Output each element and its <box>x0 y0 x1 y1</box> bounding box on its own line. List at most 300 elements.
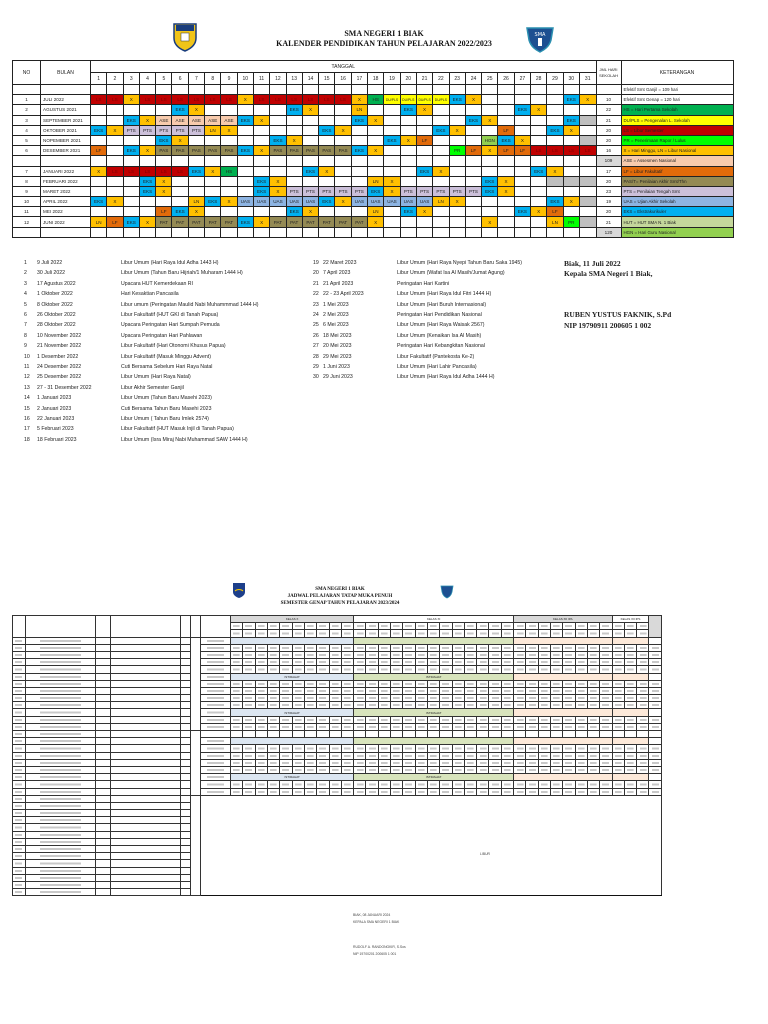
lesson-cell <box>292 687 304 694</box>
hours <box>181 853 191 860</box>
lesson-cell <box>378 651 390 658</box>
day-cell <box>107 135 123 145</box>
lesson-cell <box>575 695 587 702</box>
day-cell <box>465 85 481 95</box>
day-cell <box>563 156 579 166</box>
holiday-description: Libur Umum (Tahun Baru Hijriah/1 Muharam 1444 H) <box>121 270 243 277</box>
lesson-cell <box>341 766 353 773</box>
day-cell <box>91 135 107 145</box>
lesson-cell <box>292 745 304 752</box>
lesson-cell <box>292 781 304 788</box>
day-cell <box>498 115 514 125</box>
calendar-title: KALENDER PENDIDIKAN TAHUN PELAJARAN 2022/2023 <box>276 39 492 48</box>
lesson-cell <box>538 752 550 759</box>
holiday-date: 10 November 2022 <box>37 332 82 339</box>
lesson-cell <box>452 666 464 673</box>
lesson-cell <box>329 723 341 730</box>
day-cell: EKS <box>253 186 269 196</box>
lesson-cell <box>526 680 538 687</box>
subject-code <box>96 810 111 817</box>
lesson-cell <box>600 687 612 694</box>
lesson-cell <box>637 644 649 651</box>
day-cell: EKS <box>139 186 155 196</box>
lesson-cell <box>255 766 267 773</box>
lesson-cell <box>415 651 427 658</box>
subject-name <box>111 695 181 702</box>
day-cell <box>286 125 302 135</box>
month-name: AGUSTUS 2021 <box>41 105 91 115</box>
day-cell: UAS <box>302 197 318 207</box>
lesson-cell <box>366 695 378 702</box>
day-cell: EKS <box>188 166 204 176</box>
lesson-cell <box>292 716 304 723</box>
schedule-left-header <box>191 616 201 638</box>
day-number: 19 <box>384 73 400 85</box>
month-number <box>13 227 41 237</box>
day-cell: PTS <box>465 186 481 196</box>
lesson-cell <box>280 752 292 759</box>
lesson-cell <box>624 788 636 795</box>
schedule-left-header <box>111 616 181 638</box>
hours <box>181 695 191 702</box>
class-label-cell <box>231 623 243 630</box>
day-cell <box>205 135 221 145</box>
schedule-code-header <box>649 616 662 638</box>
schedule-subtitle: SEMESTER GENAP TAHUN PELAJARAN 2023/2024 <box>280 601 400 606</box>
day-cell: X <box>416 207 432 217</box>
holiday-date: 26 Oktober 2022 <box>37 312 76 318</box>
day-cell <box>123 176 139 186</box>
day-cell <box>237 227 253 237</box>
lesson-cell <box>403 788 415 795</box>
lesson-cell <box>255 659 267 666</box>
lesson-cell <box>600 716 612 723</box>
break-band: ISTIRAHAT <box>354 673 514 680</box>
day-cell: DU/PLS <box>416 95 432 105</box>
teacher-code <box>13 802 26 809</box>
header-bulan: BULAN <box>41 61 91 85</box>
day-number: 25 <box>482 73 498 85</box>
teacher-code <box>13 659 26 666</box>
holiday-description: Upacara Peringatan Hari Pahlawan <box>121 332 203 339</box>
day-cell <box>302 115 318 125</box>
day-cell: PAS <box>221 146 237 156</box>
day-cell <box>351 176 367 186</box>
day-cell <box>563 85 579 95</box>
lesson-cell <box>612 723 624 730</box>
class-label-cell <box>600 630 612 637</box>
subject-name <box>111 810 181 817</box>
subject-name <box>111 881 181 888</box>
signature-date: Biak, 11 Juli 2022 <box>564 259 621 268</box>
day-cell <box>107 176 123 186</box>
lesson-cell <box>587 659 599 666</box>
lesson-cell <box>624 731 636 738</box>
lesson-cell <box>415 731 427 738</box>
lesson-cell <box>378 702 390 709</box>
day-cell: LN <box>433 197 449 207</box>
day-cell <box>139 207 155 217</box>
month-name: APRIL 2022 <box>41 197 91 207</box>
teacher-code <box>13 788 26 795</box>
class-label-cell <box>624 630 636 637</box>
holiday-description: Libur Umum (Hari Raya Natal) <box>121 374 191 381</box>
day-cell: EKS <box>368 186 384 196</box>
lesson-cell <box>415 666 427 673</box>
opening-band <box>612 637 649 644</box>
lesson-cell <box>600 702 612 709</box>
hours <box>181 752 191 759</box>
class-label-cell <box>452 630 464 637</box>
subject-code <box>96 709 111 716</box>
day-cell <box>547 115 563 125</box>
lesson-cell <box>477 695 489 702</box>
lesson-cell <box>477 759 489 766</box>
lesson-cell <box>378 716 390 723</box>
day-cell: X <box>302 207 318 217</box>
day-cell: PAT <box>188 217 204 227</box>
day-cell <box>221 207 237 217</box>
teacher-code <box>13 881 26 888</box>
holiday-date: 1 Juni 2023 <box>323 364 350 370</box>
class-label-cell <box>440 623 452 630</box>
day-number: 30 <box>563 73 579 85</box>
lesson-cell <box>391 666 403 673</box>
lesson-cell <box>452 659 464 666</box>
day-cell: X <box>400 135 416 145</box>
day-cell <box>514 115 530 125</box>
schedule-row <box>13 695 662 702</box>
hours <box>181 702 191 709</box>
lesson-cell <box>268 781 280 788</box>
lesson-cell <box>231 723 243 730</box>
day-cell: EKS <box>433 125 449 135</box>
day-cell <box>286 115 302 125</box>
lesson-cell <box>231 702 243 709</box>
subject-name <box>111 673 181 680</box>
legend-entry: ASE = Assesmen Nasional <box>621 156 733 166</box>
lesson-cell <box>268 687 280 694</box>
lesson-cell <box>280 680 292 687</box>
day-cell: UAS <box>270 197 286 207</box>
day-cell: LS <box>335 95 351 105</box>
lesson-cell <box>464 788 476 795</box>
lesson-cell <box>231 687 243 694</box>
lesson-cell <box>231 759 243 766</box>
lesson-cell <box>514 731 526 738</box>
day-cell <box>156 227 172 237</box>
day-cell: X <box>514 135 530 145</box>
lesson-cell <box>501 745 513 752</box>
day-cell: PAT <box>270 217 286 227</box>
lesson-cell <box>304 659 316 666</box>
day-cell: EKS <box>172 105 188 115</box>
lesson-cell <box>354 695 366 702</box>
lesson-cell <box>317 644 329 651</box>
day-cell: X <box>319 166 335 176</box>
lesson-cell <box>612 716 624 723</box>
lesson-cell <box>255 680 267 687</box>
lesson-cell <box>501 752 513 759</box>
lesson-cell <box>280 723 292 730</box>
day-cell <box>416 227 432 237</box>
lesson-cell <box>268 666 280 673</box>
lesson-cell <box>354 759 366 766</box>
lesson-cell <box>501 666 513 673</box>
lesson-cell <box>575 731 587 738</box>
hours <box>181 716 191 723</box>
lesson-cell <box>489 695 501 702</box>
subject-name <box>111 867 181 874</box>
day-cell <box>205 176 221 186</box>
day-cell: EKS <box>351 146 367 156</box>
lesson-cell <box>489 752 501 759</box>
lesson-cell <box>637 702 649 709</box>
month-number: 1 <box>13 95 41 105</box>
holiday-date: 27 - 31 Desember 2022 <box>37 384 92 391</box>
row-code <box>649 659 662 666</box>
teacher-name <box>26 874 96 881</box>
lesson-cell <box>341 687 353 694</box>
lesson-cell <box>403 716 415 723</box>
lesson-cell <box>231 659 243 666</box>
day-cell <box>514 217 530 227</box>
holiday-number: 17 <box>24 426 30 433</box>
class-label-cell <box>575 623 587 630</box>
lesson-cell <box>354 766 366 773</box>
day-number: 22 <box>433 73 449 85</box>
day-cell <box>482 227 498 237</box>
lesson-cell <box>304 651 316 658</box>
schedule-left-header <box>201 616 231 638</box>
lesson-cell <box>341 716 353 723</box>
day-cell <box>449 227 465 237</box>
lesson-cell <box>477 723 489 730</box>
opening-band <box>354 637 514 644</box>
day-cell <box>335 176 351 186</box>
day-cell <box>449 207 465 217</box>
lesson-cell <box>514 702 526 709</box>
day-cell <box>205 105 221 115</box>
lesson-cell <box>329 687 341 694</box>
lesson-cell <box>551 752 563 759</box>
lesson-cell <box>587 745 599 752</box>
day-cell <box>91 156 107 166</box>
lesson-cell <box>440 680 452 687</box>
day-cell <box>156 156 172 166</box>
lesson-cell <box>489 716 501 723</box>
lesson-cell <box>538 702 550 709</box>
lesson-cell <box>280 659 292 666</box>
day-cell <box>579 197 596 207</box>
legend-entry: X = Hari Minggu, LN = Libur Nasional <box>621 146 733 156</box>
lesson-cell <box>427 788 439 795</box>
calendar-row <box>13 146 734 156</box>
subject-code <box>96 795 111 802</box>
day-cell: PTS <box>400 186 416 196</box>
day-cell <box>579 135 596 145</box>
subject-code <box>96 673 111 680</box>
subject-name <box>111 759 181 766</box>
period-time <box>201 687 231 694</box>
schedule-row <box>13 781 662 788</box>
lesson-cell <box>391 651 403 658</box>
lesson-cell <box>489 788 501 795</box>
lesson-cell <box>403 687 415 694</box>
lesson-cell <box>637 687 649 694</box>
day-cell <box>482 207 498 217</box>
teacher-name <box>26 723 96 730</box>
day-cell <box>139 105 155 115</box>
lesson-cell <box>292 723 304 730</box>
month-number: 11 <box>13 207 41 217</box>
lesson-cell <box>526 702 538 709</box>
day-cell: ASE <box>221 115 237 125</box>
svg-text:SMA: SMA <box>534 32 546 38</box>
lesson-cell <box>624 766 636 773</box>
day-cell <box>319 135 335 145</box>
lesson-cell <box>427 659 439 666</box>
calendar-row <box>13 95 734 105</box>
lesson-cell <box>268 731 280 738</box>
lesson-cell <box>464 731 476 738</box>
day-cell <box>319 105 335 115</box>
legend-entry: Efektif Smt Ganjil = 109 hari <box>621 85 733 95</box>
day-cell: LS <box>156 166 172 176</box>
day-cell <box>579 217 596 227</box>
day-cell <box>449 105 465 115</box>
lesson-cell <box>366 666 378 673</box>
day-cell: PAT <box>302 217 318 227</box>
teacher-code <box>13 867 26 874</box>
day-cell <box>237 166 253 176</box>
period-time <box>201 738 231 745</box>
lesson-cell <box>452 781 464 788</box>
month-name: MEI 2022 <box>41 207 91 217</box>
month-name: FEBRUARI 2022 <box>41 176 91 186</box>
holiday-description: Libur Umum (Isra Miraj Nabi Muhammad SAW 1444 H) <box>121 436 248 443</box>
teacher-code <box>13 702 26 709</box>
lesson-cell <box>440 731 452 738</box>
lesson-cell <box>440 759 452 766</box>
lesson-cell <box>575 651 587 658</box>
day-cell <box>123 156 139 166</box>
holiday-date: 25 Desember 2022 <box>37 374 82 381</box>
day-cell: X <box>139 146 155 156</box>
schedule-left-header <box>181 616 191 638</box>
lesson-cell <box>477 659 489 666</box>
teacher-code <box>13 874 26 881</box>
subject-name <box>111 795 181 802</box>
day-cell <box>531 227 547 237</box>
day-cell <box>319 227 335 237</box>
month-number: 3 <box>13 115 41 125</box>
holiday-number: 16 <box>24 416 30 422</box>
day-cell: PTS <box>335 186 351 196</box>
lesson-cell <box>354 723 366 730</box>
lesson-cell <box>317 781 329 788</box>
day-cell <box>368 166 384 176</box>
teacher-name <box>26 781 96 788</box>
holiday-date: 1 Desember 2022 <box>37 353 79 360</box>
day-cell <box>531 85 547 95</box>
subject-code <box>96 838 111 845</box>
day-cell: EKS <box>400 105 416 115</box>
subject-code <box>96 867 111 874</box>
day-cell: LF <box>498 146 514 156</box>
hours <box>181 731 191 738</box>
lesson-cell <box>624 702 636 709</box>
class-label-cell <box>514 630 526 637</box>
subject-code <box>96 651 111 658</box>
day-cell: EKS <box>449 95 465 105</box>
schedule-row <box>13 687 662 694</box>
school-days-count: 10 <box>596 95 621 105</box>
schedule-row <box>13 702 662 709</box>
day-cell <box>123 197 139 207</box>
holiday-date: 2 Januari 2023 <box>37 405 72 412</box>
day-cell: X <box>221 197 237 207</box>
day-cell: X <box>482 115 498 125</box>
day-cell: LF <box>514 146 530 156</box>
day-cell: EKS <box>514 105 530 115</box>
calendar-header-row <box>13 61 734 73</box>
day-cell: LS <box>156 95 172 105</box>
subject-name <box>111 874 181 881</box>
teacher-name <box>26 752 96 759</box>
day-cell <box>384 227 400 237</box>
lesson-cell <box>378 659 390 666</box>
lesson-cell <box>575 687 587 694</box>
lesson-cell <box>366 659 378 666</box>
teacher-code <box>13 853 26 860</box>
holiday-number: 30 <box>313 374 319 381</box>
holiday-number: 1 <box>24 260 27 266</box>
hours <box>181 687 191 694</box>
class-label-cell <box>612 623 624 630</box>
month-name: OKTOBER 2021 <box>41 125 91 135</box>
day-cell <box>91 85 107 95</box>
opening-band <box>231 738 354 745</box>
subject-name <box>111 731 181 738</box>
lesson-cell <box>391 702 403 709</box>
lesson-cell <box>317 766 329 773</box>
day-cell <box>91 105 107 115</box>
lesson-cell <box>501 680 513 687</box>
lesson-cell <box>501 695 513 702</box>
lesson-cell <box>440 716 452 723</box>
teacher-code <box>13 766 26 773</box>
lesson-cell <box>255 745 267 752</box>
lesson-cell <box>612 644 624 651</box>
holiday-number: 3 <box>24 280 27 287</box>
lesson-cell <box>243 766 255 773</box>
day-cell: X <box>384 176 400 186</box>
day-cell <box>107 207 123 217</box>
period-time <box>201 637 231 644</box>
class-label-cell <box>378 623 390 630</box>
day-cell: UAS <box>351 197 367 207</box>
teacher-name <box>26 651 96 658</box>
break-band <box>612 774 649 781</box>
class-label-cell <box>341 623 353 630</box>
lesson-cell <box>255 651 267 658</box>
lesson-cell <box>378 723 390 730</box>
day-cell <box>465 176 481 186</box>
holiday-description: Libur Fakultatif (HUT GKI di Tanah Papua) <box>121 312 219 318</box>
lesson-cell <box>575 702 587 709</box>
lesson-cell <box>243 659 255 666</box>
